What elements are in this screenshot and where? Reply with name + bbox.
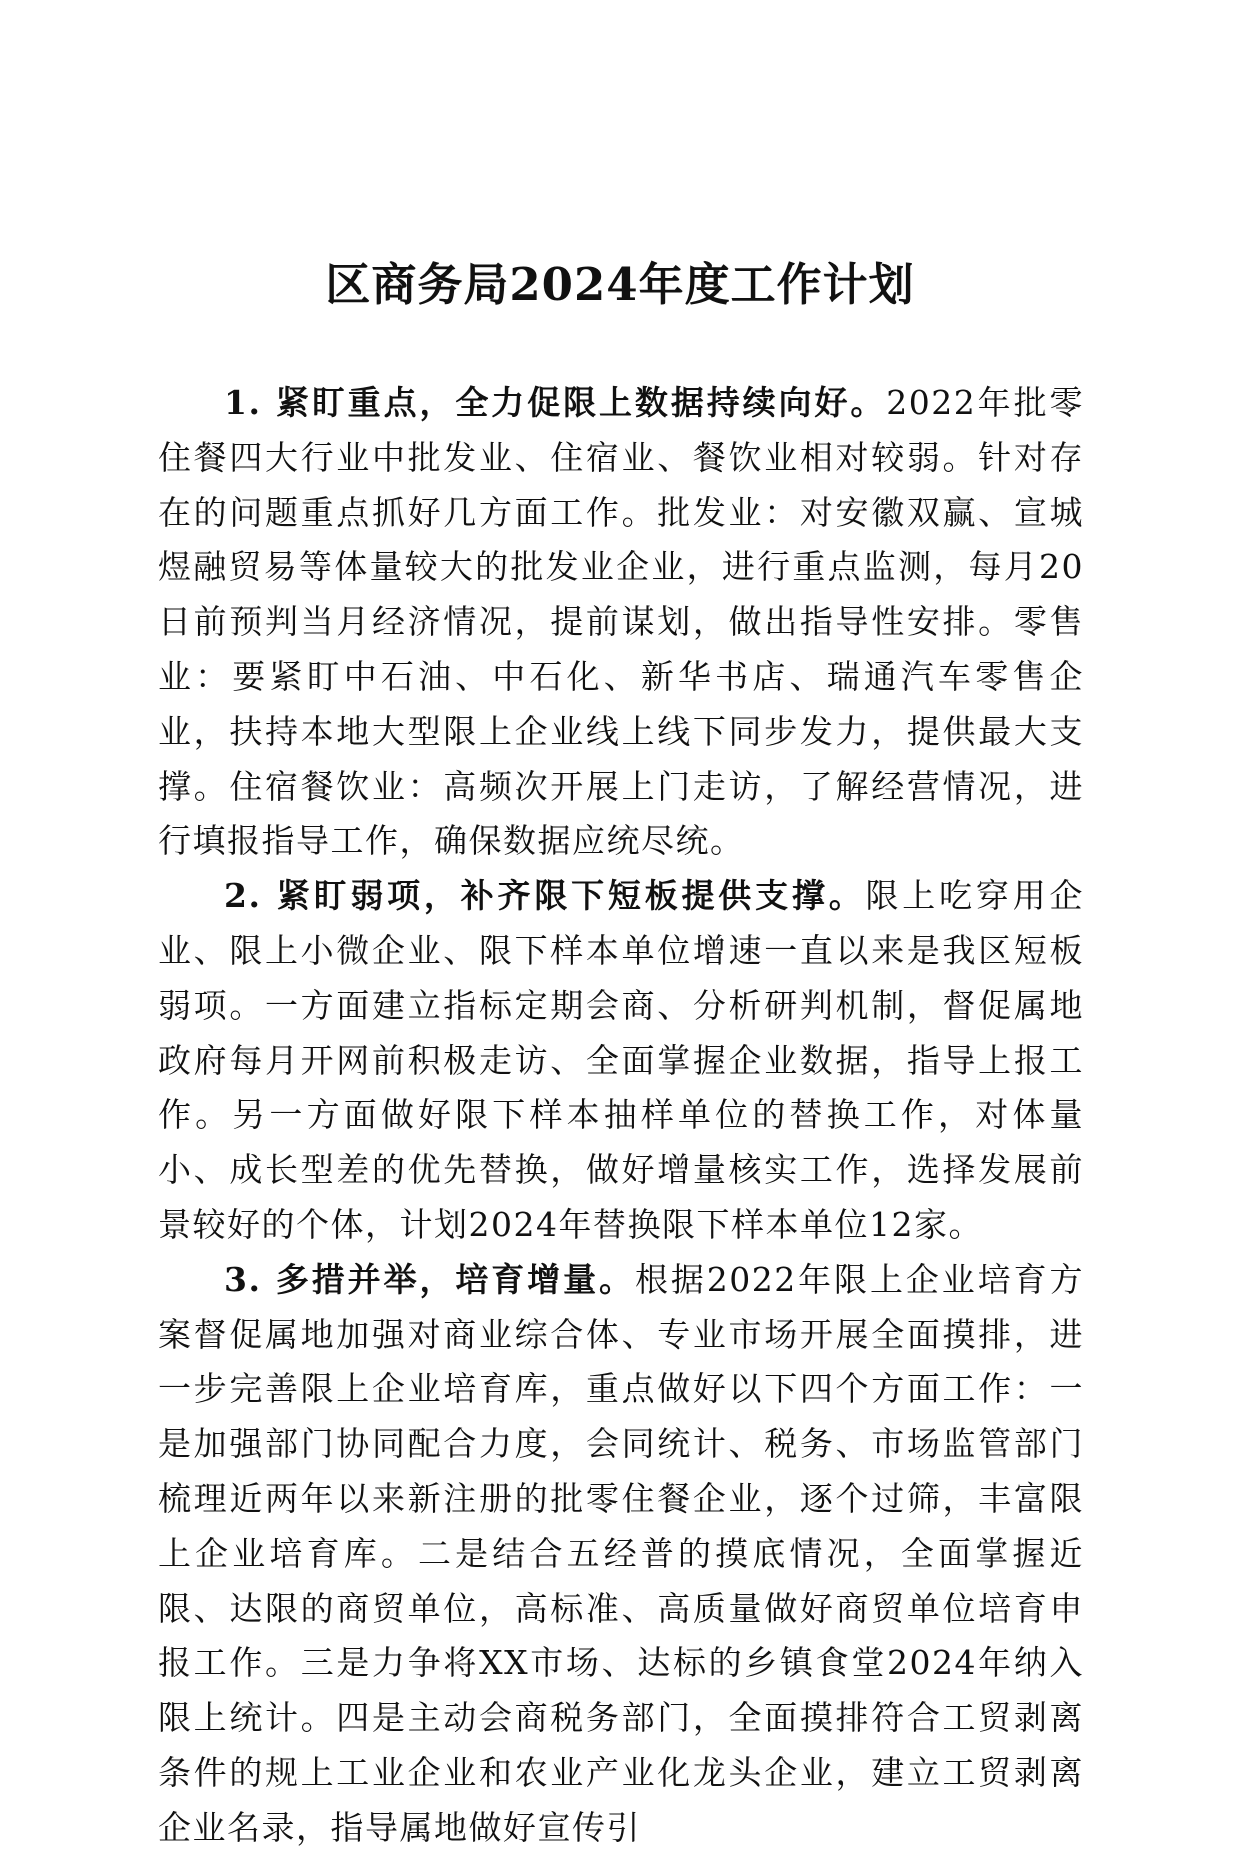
paragraph-3 xyxy=(158,1253,1084,1856)
paragraph-2-text: 限上吃穿用企业、限上小微企业、限下样本单位增速一直以来是我区短板弱项。一方面建立指标定期会商、分析研判机制，督促属地政府每月开网前积极走访、全面掌握企业数据，指导上报工作。另一方面做好限下样本抽样单位的替换工作，对体量小、成长型差的优先替换，做好增量核实工作，选择发展前景较好的个体，计划2024年替换限下样本单位12家。 xyxy=(158,876,1084,1244)
paragraph-1-lead: 1. 紧盯重点，全力促限上数据持续向好。 xyxy=(224,383,887,422)
paragraph-1 xyxy=(158,376,1084,869)
document-body xyxy=(158,376,1084,1856)
paragraph-3-lead: 3. 多措并举，培育增量。 xyxy=(224,1259,635,1299)
paragraph-1-text: 2022年批零住餐四大行业中批发业、住宿业、餐饮业相对较弱。针对存在的问题重点抓好几方面工作。批发业：对安徽双赢、宣城煜融贸易等体量较大的批发业企业，进行重点监测，每月20日前预判当月经济情况，提前谋划，做出指导性安排。零售业：要紧盯中石油、中石化、新华书店、瑞通汽车零售企业，扶持本地大型限上企业线上线下同步发力，提供最大支撑。住宿餐饮业：高频次开展上门走访，了解经营情况，进行填报指导工作，确保数据应统尽统。 xyxy=(158,383,1084,861)
paragraph-3-text: 根据2022年限上企业培育方案督促属地加强对商业综合体、专业市场开展全面摸排，进一步完善限上企业培育库，重点做好以下四个方面工作：一是加强部门协同配合力度，会同统计、税务、市场监管部门梳理近两年以来新注册的批零住餐企业，逐个过筛，丰富限上企业培育库。二是结合五经普的摸底情况，全面掌握近限、达限的商贸单位，高标准、高质量做好商贸单位培育申报工作。三是力争将XX市场、达标的乡镇食堂2024年纳入限上统计。四是主动会商税务部门，全面摸排符合工贸剥离条件的规上工业企业和农业产业化龙头企业，建立工贸剥离企业名录，指导属地做好宣传引 xyxy=(158,1259,1084,1847)
document-title: 区商务局2024年度工作计划 xyxy=(325,258,915,311)
paragraph-2 xyxy=(158,869,1084,1253)
paragraph-2-lead: 2. 紧盯弱项，补齐限下短板提供支撑。 xyxy=(224,876,866,916)
